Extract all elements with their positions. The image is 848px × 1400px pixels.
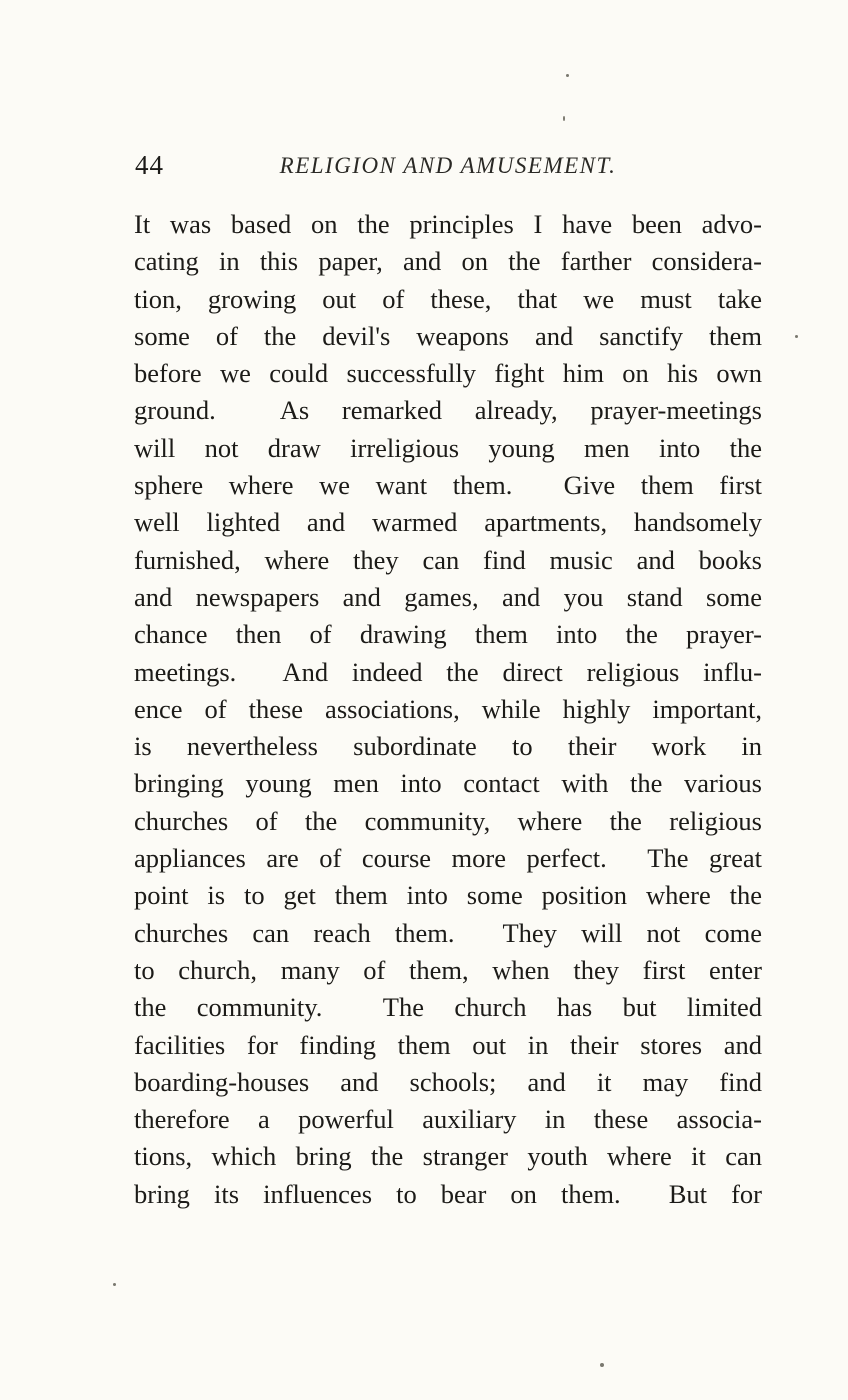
body-text — [134, 206, 762, 1213]
text-line: well lighted and warmed apartments, handsomely — [134, 507, 762, 538]
text-line: the community. The church has but limited — [134, 992, 762, 1023]
running-header: RELIGION AND AMUSEMENT. — [279, 153, 617, 178]
text-line: therefore a powerful auxiliary in these associa- — [134, 1104, 762, 1135]
text-line: some of the devil's weapons and sanctify them — [134, 320, 762, 351]
text-line: to church, many of them, when they first enter — [134, 954, 762, 985]
page-header — [135, 150, 761, 184]
text-line: ground. As remarked already, prayer-meetings — [134, 395, 762, 426]
text-line: It was based on the principles I have been advo- — [134, 209, 762, 239]
text-line: churches of the community, where the religious — [134, 805, 762, 836]
text-line: and newspapers and games, and you stand some — [134, 581, 762, 612]
text-line: appliances are of course more perfect. The great — [134, 843, 762, 874]
scan-speck — [566, 74, 569, 77]
scan-speck — [563, 116, 565, 121]
text-line: facilities for finding them out in their stores and — [134, 1029, 762, 1060]
text-line: chance then of drawing them into the prayer- — [134, 619, 762, 650]
text-line: tion, growing out of these, that we must take — [134, 283, 762, 314]
text-line: will not draw irreligious young men into the — [134, 432, 762, 463]
text-line: point is to get them into some position where the — [134, 880, 762, 911]
page-number: 44 — [135, 150, 164, 180]
text-line: sphere where we want them. Give them first — [134, 470, 762, 501]
text-line: churches can reach them. They will not come — [134, 917, 762, 948]
text-line: is nevertheless subordinate to their work in — [134, 731, 762, 762]
text-line: cating in this paper, and on the farther considera- — [134, 246, 762, 277]
text-line: before we could successfully fight him on his own — [134, 358, 762, 389]
scan-speck — [600, 1363, 604, 1367]
text-line: ence of these associations, while highly important, — [134, 693, 762, 724]
scan-speck — [795, 335, 798, 338]
text-line: tions, which bring the stranger youth where it can — [134, 1141, 762, 1172]
scan-speck — [113, 1283, 116, 1286]
text-line: furnished, where they can find music and books — [134, 544, 762, 575]
text-line: bringing young men into contact with the various — [134, 768, 762, 799]
text-line: boarding-houses and schools; and it may find — [134, 1066, 762, 1097]
text-line: meetings. And indeed the direct religious influ- — [134, 656, 762, 687]
text-line: bring its influences to bear on them. But for — [134, 1178, 762, 1209]
